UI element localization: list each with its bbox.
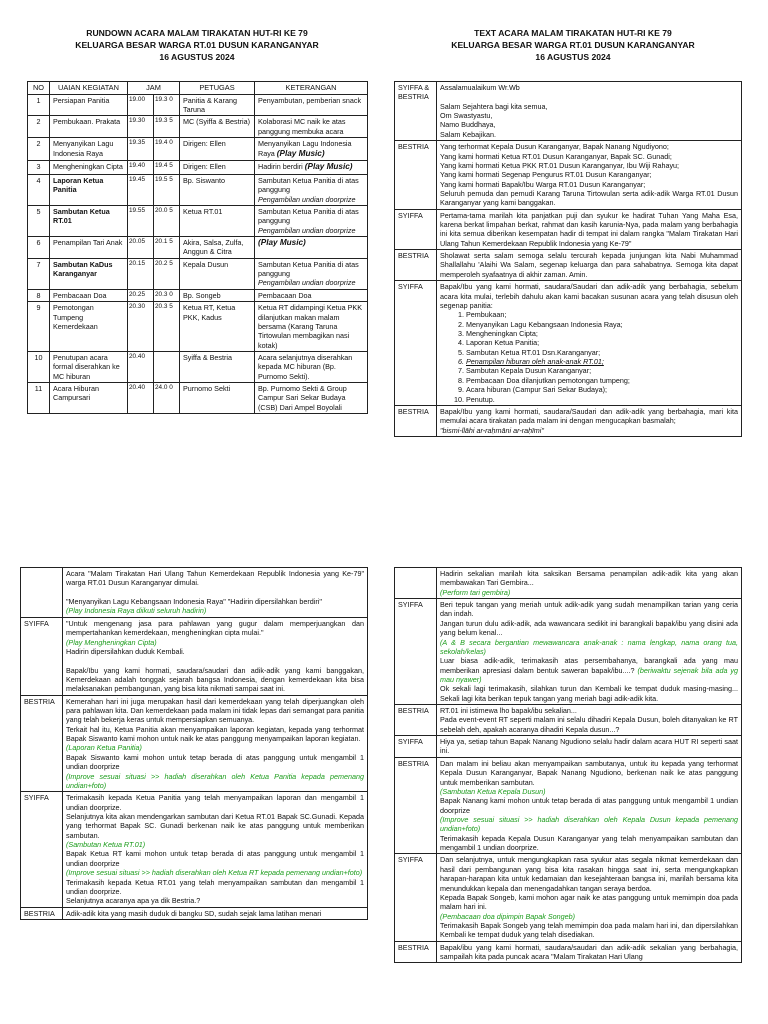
script-paragraph bbox=[440, 706, 738, 715]
stage-direction: (Sambutan Ketua Kepala Dusun) bbox=[440, 786, 546, 796]
script-line: Yang kami hormati Bapak/Ibu Warga RT.01 Dusun Karanganyar; bbox=[440, 179, 646, 189]
rundown-jam-start: 19.30 bbox=[128, 116, 154, 138]
script-sentence: Bapak Ketua RT kami mohon untuk tetap berada di atas panggung untuk mengambil 1 undian doorprize bbox=[66, 849, 364, 868]
rundown-jam-start: 20.30 bbox=[128, 302, 154, 352]
script-sentence: Hadirin dipersilahkan duduk Kembali. bbox=[66, 646, 185, 656]
rundown-jam-end: 24.0 0 bbox=[154, 383, 180, 414]
rundown-row bbox=[28, 94, 368, 116]
speaker-label: SYIFFA bbox=[395, 599, 437, 705]
script-sentence: Bapak Nanang kami mohon untuk tetap berada di atas panggung untuk mengambil 1 undian doorprize bbox=[440, 796, 738, 815]
script-sentence: Kepada Bapak Songeb, kami mohon agar naik ke atas panggung untuk memimpin doa pada malam hari ini. bbox=[440, 892, 738, 912]
text-acara-table-wrap bbox=[394, 81, 742, 437]
rundown-table bbox=[27, 81, 368, 414]
script-paragraph bbox=[66, 909, 364, 918]
script-paragraph: Sholawat serta salam semoga selalu tercurah kepada junjungan kita Nabi Muhammad Shallallahu 'Alaihi Wa Salam, segenap keluarga dan para sahabatnya. Semoga kita dapat memperoleh syafaatnya di akhir zaman. Amin. bbox=[440, 251, 738, 279]
speaker-label: BESTRIA bbox=[21, 695, 63, 792]
rundown-kegiatan: Acara Hiburan Campursari bbox=[50, 383, 128, 414]
rundown-no: 2 bbox=[28, 116, 50, 138]
rundown-keterangan: Bp. Purnomo Sekti & Group Campur Sari Sekar Budaya (CSB) Dari Ampel Boyolali bbox=[258, 384, 347, 412]
rundown-keterangan: Hadirin berdiri bbox=[258, 162, 303, 172]
rundown-no: 4 bbox=[28, 174, 50, 205]
script-text bbox=[437, 854, 742, 941]
rundown-row bbox=[28, 138, 368, 161]
script-sentence: Dan selanjutnya, untuk mengungkapkan rasa syukur atas segala nikmat kemerdekaan dan hasil dari pembangunan yang bisa kita rasakan hingga saat ini, serta mengungkapkan harapan-harapan kita untuk kedamaian dan kesejahteraan bangsa ini, marilah bersama kita menundukkan kepala dan menengadahkan tangan seraya berdoa. bbox=[440, 855, 738, 893]
script-line: Assalamualaikum Wr.Wb bbox=[440, 83, 520, 92]
rundown-row bbox=[28, 116, 368, 138]
script-text bbox=[437, 281, 742, 406]
script-sentence: Hiya ya, setiap tahun Bapak Nanang Ngudiono selalu hadir dalam acara HUT RI seperti saat ini. bbox=[440, 737, 738, 756]
rundown-no: 8 bbox=[28, 289, 50, 301]
rundown-kegiatan: Laporan Ketua Panitia bbox=[50, 174, 128, 205]
script-line: Yang terhormat Kepala Dusun Karanganyar, Bapak Nanang Ngudiyono; bbox=[440, 142, 669, 152]
script-sentence: Kemerahan hari ini juga merupakan hasil dari kemerdekaan yang telah diperjuangkan oleh para pahlawan kita. Dan kemerdekaan pada malam ini tidak lepas dari semangat para panitia yang telah bekerja keras untuk mempersiapkan semuanya. bbox=[66, 696, 364, 725]
script-paragraph bbox=[440, 715, 738, 734]
script-paragraph bbox=[66, 793, 364, 812]
rundown-no: 2 bbox=[28, 138, 50, 161]
stage-direction: (Improve sesuai situasi >> hadiah diserahkan oleh Ketua Panitia kepada pemenang undian+foto) bbox=[66, 771, 364, 790]
script-text bbox=[63, 907, 368, 919]
script-paragraph bbox=[440, 943, 738, 962]
script-paragraph bbox=[66, 666, 364, 694]
rundown-title-line-1: RUNDOWN ACARA MALAM TIRAKATAN HUT-RI KE 79 bbox=[86, 28, 308, 38]
script-text bbox=[437, 757, 742, 854]
rundown-kegiatan: Penampilan Tari Anak bbox=[50, 237, 128, 259]
rundown-jam-start: 19.45 bbox=[128, 174, 154, 205]
stage-direction: (A & B secara bergantian mewawancara anak-anak : nama lengkap, nama orang tua, sekolah/kelas) bbox=[440, 637, 738, 656]
script-line: Om Swastyastu, bbox=[440, 111, 493, 121]
script-sentence: Jangan turun dulu adik-adik, ada wawancara sedikit ini barangkali bapak/ibu yang disini ada yang belum kenal... bbox=[440, 618, 738, 638]
script-row bbox=[395, 281, 742, 406]
script-sentence: Luar biasa adik-adik, terimakasih atas persembahanya, barangkali ada yang mau memberikan apresiasi dalam bentuk saweran bapak/ibu....? bbox=[440, 656, 738, 675]
agenda-item: 7. Sambutan Kepala Dusun Karanganyar; bbox=[466, 366, 738, 375]
page2-right-table bbox=[394, 567, 742, 963]
agenda-item: 8. Pembacaan Doa dilanjutkan pemotongan tumpeng; bbox=[466, 376, 738, 385]
rundown-jam-start: 19.00 bbox=[128, 94, 154, 116]
rundown-keterangan: Acara selanjutnya diserahkan kepada MC hiburan (Bp. Purnomo Sekti). bbox=[258, 352, 353, 381]
script-text bbox=[437, 599, 742, 705]
speaker-label: BESTRIA bbox=[21, 907, 63, 919]
rundown-no: 7 bbox=[28, 258, 50, 289]
speaker-label: SYIFFA & BESTRIA bbox=[395, 82, 437, 141]
agenda-item: 10. Penutup. bbox=[466, 395, 738, 404]
rundown-keterangan-cell bbox=[255, 237, 368, 259]
text-acara-title-line-2: KELUARGA BESAR WARGA RT.01 DUSUN KARANGANYAR bbox=[451, 40, 695, 51]
rundown-jam-start: 19.35 bbox=[128, 138, 154, 161]
script-sentence: Pada event-event RT seperti malam ini selalu dihadiri Kepala Dusun, boleh ditanyakan ke RT sebelah deh, apakah acaranya dihadiri Kepala dusun...? bbox=[440, 715, 738, 734]
rundown-jam-end: 20.0 5 bbox=[154, 205, 180, 236]
script-row bbox=[395, 209, 742, 249]
rundown-no: 9 bbox=[28, 302, 50, 352]
rundown-keterangan-cell bbox=[255, 302, 368, 352]
basmalah-text: "bismi-llāhi ar-raḥmāni ar-raḥīmi" bbox=[440, 425, 544, 435]
rundown-keterangan: Menyanyikan Lagu Indonesia Raya bbox=[258, 139, 352, 158]
script-sentence: Bapak/Ibu yang kami hormati, saudara/saudari dan adik-adik yang kami banggakan, Kemerdekaan adalah tonggak sejarah bangsa Indonesia, dengan kemerdekaan kita bisa melaksanakan pembangunan, yang bisa kita nikmati sampai saat ini. bbox=[66, 665, 364, 694]
speaker-label: BESTRIA bbox=[395, 250, 437, 281]
script-sentence: Acara "Malam Tirakatan Hari Ulang Tahun Kemerdekaan Republik Indonesia yang Ke-79" warga RT.01 Dusun Karanganyar dimulai. bbox=[66, 569, 364, 588]
speaker-label: BESTRIA bbox=[395, 941, 437, 963]
rundown-row bbox=[28, 289, 368, 301]
rundown-kegiatan: Pembacaan Doa bbox=[50, 289, 128, 301]
agenda-item: 1. Pembukaan; bbox=[466, 310, 738, 319]
speaker-label: SYIFFA bbox=[395, 281, 437, 406]
header-keterangan: KETERANGAN bbox=[255, 82, 368, 95]
script-sentence: "Menyanyikan Lagu Kebangsaan Indonesia Raya" "Hadirin dipersilahkan berdiri" bbox=[66, 597, 322, 607]
rundown-body bbox=[28, 94, 368, 413]
speaker-label: BESTRIA bbox=[395, 405, 437, 436]
text-acara-title-line-3: 16 AGUSTUS 2024 bbox=[535, 52, 611, 63]
page2-left-body bbox=[21, 568, 368, 920]
script-paragraph bbox=[66, 619, 364, 638]
script-sentence: Selanjutnya acaranya apa ya dik Bestria.? bbox=[66, 896, 201, 906]
header-kegiatan: UAIAN KEGIATAN bbox=[50, 82, 128, 95]
rundown-keterangan: Ketua RT didampingi Ketua PKK dilanjutkan makan malam bersama (Karang Taruna Tirtowulan membagikan nasi kotak) bbox=[258, 303, 363, 350]
script-sentence: RT.01 ini istimewa lho bapak/ibu sekalian... bbox=[440, 706, 577, 716]
rundown-keterangan-note: Pengambilan undian doorprize bbox=[258, 225, 356, 235]
stage-direction: (Improve sesuai situasi >> hadiah diserahkan oleh Kepala Dusun kepada pemenang undian+foto) bbox=[440, 814, 738, 834]
speaker-label: SYIFFA bbox=[21, 792, 63, 907]
rundown-jam-start: 20.40 bbox=[128, 351, 154, 382]
script-paragraph bbox=[66, 725, 364, 744]
stage-direction: (Pembacaan doa dipimpin Bapak Songeb) bbox=[440, 911, 576, 921]
script-sentence: Hadirin sekalian marilah kita saksikan Bersama penampilan adik-adik kita yang akan membawakan Tari Gembira... bbox=[440, 569, 738, 588]
rundown-keterangan-cell bbox=[255, 174, 368, 205]
stage-direction: (Improve sesuai situasi >> hadiah diserahkan oleh Ketua RT kepada pemenang undian+foto) bbox=[66, 868, 363, 878]
rundown-title bbox=[22, 27, 372, 64]
rundown-keterangan-cell bbox=[255, 289, 368, 301]
script-paragraph: Bapak/Ibu yang kami hormati, saudara/Saudari dan adik-adik yang berbahagia, sebelum acara kita mulai, terlebih dahulu akan kami bacakan susunan acara yang telah disusun oleh segenap panitia: bbox=[440, 282, 738, 310]
speaker-label: SYIFFA bbox=[21, 617, 63, 695]
stage-direction: (Play Indonesia Raya diikuti seluruh hadirin) bbox=[66, 606, 207, 616]
script-line: Salam Sejahtera bagi kita semua, bbox=[440, 101, 548, 111]
speaker-label: SYIFFA bbox=[395, 736, 437, 758]
rundown-keterangan-cell bbox=[255, 383, 368, 414]
rundown-petugas: Ketua RT.01 bbox=[180, 205, 255, 236]
script-sentence: Bapak/ibu yang kami hormati, saudara/saudari dan adik-adik sekalian yang berbahagia, sampailah kita pada puncak acara "Malam Tirakatan Hari Ulang bbox=[440, 942, 738, 962]
rundown-keterangan-cell bbox=[255, 94, 368, 116]
text-acara-title bbox=[398, 27, 748, 64]
rundown-kegiatan: Sambutan Ketua RT.01 bbox=[50, 205, 128, 236]
rundown-petugas: Panitia & Karang Taruna bbox=[180, 94, 255, 116]
rundown-keterangan: Sambutan Ketua Panitia di atas panggung bbox=[258, 259, 359, 279]
rundown-keterangan-cell bbox=[255, 161, 368, 175]
script-row bbox=[21, 792, 368, 907]
header-petugas: PETUGAS bbox=[180, 82, 255, 95]
rundown-keterangan-cell bbox=[255, 116, 368, 138]
rundown-petugas: MC (Syiffa & Bestria) bbox=[180, 116, 255, 138]
script-sentence: Bapak Siswanto kami mohon untuk tetap berada di atas panggung untuk mengambil 1 undian doorprize bbox=[66, 752, 364, 772]
rundown-title-line-2: KELUARGA BESAR WARGA RT.01 DUSUN KARANGANYAR bbox=[75, 40, 319, 51]
script-paragraph bbox=[440, 796, 738, 815]
rundown-jam-end: 19.3 5 bbox=[154, 116, 180, 138]
script-paragraph bbox=[66, 753, 364, 772]
script-paragraph bbox=[66, 896, 364, 905]
rundown-row bbox=[28, 174, 368, 205]
script-text bbox=[437, 141, 742, 210]
script-row bbox=[395, 599, 742, 705]
rundown-petugas: Bp. Songeb bbox=[180, 289, 255, 301]
rundown-no: 6 bbox=[28, 237, 50, 259]
rundown-jam-start: 19.40 bbox=[128, 161, 154, 175]
rundown-keterangan-cell bbox=[255, 138, 368, 161]
rundown-row bbox=[28, 237, 368, 259]
rundown-petugas: Ketua RT, Ketua PKK, Kadus bbox=[180, 302, 255, 352]
script-sentence: Ok sekali lagi terimakasih, silahkan turun dan Kembali ke tempat duduk masing-masing... Sekali lagi kita berikan tepuk tangan yang meriah bagi adik-adik kita. bbox=[440, 684, 738, 703]
script-sentence: "Untuk mengenang jasa para pahlawan yang gugur dalam memperjuangkan dan mempertahankan kemerdekaan, mengheningkan cipta mulai." bbox=[66, 618, 364, 638]
rundown-keterangan-cell bbox=[255, 258, 368, 289]
rundown-petugas: Akira, Salsa, Zulfa, Anggun & Citra bbox=[180, 237, 255, 259]
script-text bbox=[63, 568, 368, 618]
script-paragraph bbox=[66, 569, 364, 588]
script-paragraph bbox=[440, 834, 738, 853]
agenda-item: 5. Sambutan Ketua RT.01 Dsn.Karanganyar; bbox=[466, 348, 738, 357]
script-row bbox=[395, 568, 742, 599]
script-row bbox=[21, 907, 368, 919]
script-paragraph bbox=[440, 600, 738, 619]
script-text bbox=[63, 695, 368, 792]
rundown-petugas: Kepala Dusun bbox=[180, 258, 255, 289]
script-sentence: Dan malam ini beliau akan menyampaikan sambutanya, untuk itu kepada yang terhormat Kepala Dusun Karanganyar, Bapak Nanang Ngudiono, berkenan naik ke atas panggung untuk memberikan sambutan. bbox=[440, 758, 738, 787]
script-line: Seluruh pemuda dan pemudi Karang Taruna Tirtowulan serta adik-adik Warga RT.01 Dusun Karanganyar yang kami banggakan. bbox=[440, 188, 738, 208]
speaker-label bbox=[21, 568, 63, 618]
page2-right-body bbox=[395, 568, 742, 963]
script-text bbox=[437, 568, 742, 599]
speaker-label bbox=[395, 568, 437, 599]
rundown-jam-end: 20.1 5 bbox=[154, 237, 180, 259]
script-text bbox=[437, 209, 742, 249]
speaker-label: SYIFFA bbox=[395, 209, 437, 249]
stage-direction: (Laporan Ketua Panitia) bbox=[66, 743, 142, 753]
script-row bbox=[395, 82, 742, 141]
rundown-jam-end bbox=[154, 351, 180, 382]
rundown-kegiatan: Sambutan KaDus Karanganyar bbox=[50, 258, 128, 289]
header-no: NO bbox=[28, 82, 50, 95]
rundown-jam-start: 20.05 bbox=[128, 237, 154, 259]
script-row bbox=[395, 941, 742, 963]
agenda-item: 3. Mengheningkan Cipta; bbox=[466, 329, 738, 338]
script-sentence: Terimakasih Bapak Songeb yang telah memimpin doa pada malam hari ini, dan dipersilahkan Kembali ke tempat duduk yang telah disediakan. bbox=[440, 920, 738, 940]
script-text bbox=[437, 736, 742, 758]
script-row bbox=[395, 250, 742, 281]
script-sentence: Adik-adik kita yang masih duduk di bangku SD, sudah sejak lama latihan menari bbox=[66, 908, 322, 918]
script-sentence: Terimakasih kepada Ketua Panitia yang telah menyampaikan laporan dan mengambil 1 undian doorprize. bbox=[66, 793, 364, 812]
rundown-jam-start: 20.25 bbox=[128, 289, 154, 301]
rundown-jam-start: 20.15 bbox=[128, 258, 154, 289]
script-paragraph bbox=[66, 697, 364, 725]
rundown-keterangan-cell bbox=[255, 205, 368, 236]
page2-left-table bbox=[20, 567, 368, 920]
script-sentence: Terimakasih kepada Kepala Dusun Karanganyar yang telah menyampaikan sambutan dan mengambil 1 undian doorprize. bbox=[440, 833, 738, 853]
script-paragraph bbox=[440, 855, 738, 892]
script-text bbox=[63, 792, 368, 907]
script-sentence: Terkait hal itu, Ketua Panitia akan menyampaikan laporan kegiatan, kepada yang terhormat Bapak Siswanto kami mohon untuk naik ke atas panggung menyampaikan laporan kegiatan. bbox=[66, 724, 364, 744]
text-acara-title-line-1: TEXT ACARA MALAM TIRAKATAN HUT-RI KE 79 bbox=[474, 28, 672, 38]
rundown-header-row bbox=[28, 82, 368, 95]
rundown-keterangan: Penyambutan, pemberian snack bbox=[258, 95, 362, 105]
rundown-row bbox=[28, 161, 368, 175]
agenda-item: 9. Acara hiburan (Campur Sari Sekar Budaya); bbox=[466, 385, 738, 394]
script-paragraph bbox=[440, 921, 738, 940]
rundown-no: 3 bbox=[28, 161, 50, 175]
script-paragraph bbox=[440, 737, 738, 756]
script-row bbox=[21, 568, 368, 618]
script-sentence: Terimakasih kepada Ketua RT.01 yang telah menyampaikan sambutan dan mengambil 1 undian doorprize. bbox=[66, 877, 364, 896]
page2-right-wrap bbox=[394, 567, 742, 1024]
rundown-jam-end: 19.4 0 bbox=[154, 138, 180, 161]
script-sentence: Beri tepuk tangan yang meriah untuk adik-adik yang sudah menampilkan tarian yang ceria dan indah. bbox=[440, 600, 738, 619]
rundown-jam-end: 20.3 5 bbox=[154, 302, 180, 352]
stage-direction-inline: (beriwaktu sejenak bila ada yg mau nyawer) bbox=[440, 665, 738, 684]
script-row bbox=[395, 757, 742, 854]
rundown-kegiatan: Penutupan acara formal diserahkan ke MC hiburan bbox=[50, 351, 128, 382]
speaker-label: SYIFFA bbox=[395, 854, 437, 941]
rundown-jam-end: 19.4 5 bbox=[154, 161, 180, 175]
script-line bbox=[440, 92, 738, 101]
rundown-jam-end: 20.2 5 bbox=[154, 258, 180, 289]
script-text bbox=[437, 941, 742, 963]
speaker-label: BESTRIA bbox=[395, 141, 437, 210]
text-acara-table bbox=[394, 81, 742, 437]
script-paragraph bbox=[66, 588, 364, 597]
agenda-item: 2. Menyanyikan Lagu Kebangsaan Indonesia Raya; bbox=[466, 320, 738, 329]
rundown-petugas: Bp. Siswanto bbox=[180, 174, 255, 205]
script-paragraph bbox=[440, 684, 738, 703]
rundown-kegiatan: Pemotongan Tumpeng Kemerdekaan bbox=[50, 302, 128, 352]
rundown-keterangan-note: (Play Music) bbox=[276, 148, 325, 158]
script-text bbox=[437, 705, 742, 736]
script-paragraph bbox=[66, 647, 364, 656]
script-row bbox=[395, 405, 742, 436]
speaker-label: BESTRIA bbox=[395, 757, 437, 854]
script-paragraph: Bapak/Ibu yang kami hormati, saudara/Saudari dan adik-adik yang berbahagia, mari kita memulai acara tirakatan pada malam ini dengan mengucapkan basmalah; bbox=[440, 406, 738, 426]
script-row bbox=[21, 695, 368, 792]
script-paragraph bbox=[66, 849, 364, 868]
script-paragraph: Pertama-tama marilah kita panjatkan puji dan syukur ke hadirat Tuhan Yang Maha Esa, karena berkat limpahan berkat, rahmat dan kasih karunia-Nya, pada malam yang berbahagia ini kita semua diberikan kesempatan hadir di tempat ini dalam rangka "Malam Tirakatan Hari Ulang Tahun Kemerdekaan Republik Indonesia yang Ke-79" bbox=[440, 210, 738, 248]
rundown-keterangan: Kolaborasi MC naik ke atas panggung membuka acara bbox=[258, 117, 346, 136]
script-row bbox=[21, 617, 368, 695]
script-text bbox=[437, 82, 742, 141]
script-line: Yang kami hormati Ketua PKK RT.01 Dusun Karanganyar, Ibu Wiji Rahayu; bbox=[440, 160, 680, 170]
rundown-jam-start: 20.40 bbox=[128, 383, 154, 414]
rundown-jam-end: 20.3 0 bbox=[154, 289, 180, 301]
rundown-table-wrap bbox=[27, 81, 367, 414]
stage-direction: (Play Mengheningkan Cipta) bbox=[66, 637, 157, 647]
script-text bbox=[437, 405, 742, 436]
stage-direction: (Perform tari gembira) bbox=[440, 587, 511, 597]
rundown-no: 5 bbox=[28, 205, 50, 236]
rundown-keterangan: Sambutan Ketua Panitia di atas panggung bbox=[258, 175, 359, 195]
rundown-petugas: Dirigen: Ellen bbox=[180, 138, 255, 161]
rundown-petugas: Syiffa & Bestria bbox=[180, 351, 255, 382]
script-paragraph bbox=[66, 597, 364, 606]
stage-direction: (Sambutan Ketua RT.01) bbox=[66, 840, 146, 850]
rundown-petugas: Dirigen: Ellen bbox=[180, 161, 255, 175]
rundown-jam-start: 19.55 bbox=[128, 205, 154, 236]
script-line: Yang kami hormati Segenap Pengurus RT.01 Dusun Karanganyar; bbox=[440, 170, 652, 180]
text-acara-body bbox=[395, 82, 742, 437]
rundown-jam-end: 19.5 5 bbox=[154, 174, 180, 205]
script-paragraph bbox=[440, 893, 738, 912]
script-row bbox=[395, 736, 742, 758]
rundown-petugas: Purnomo Sekti bbox=[180, 383, 255, 414]
rundown-no: 10 bbox=[28, 351, 50, 382]
rundown-title-line-3: 16 AGUSTUS 2024 bbox=[159, 52, 235, 63]
script-paragraph bbox=[440, 619, 738, 638]
agenda-list bbox=[440, 310, 738, 404]
rundown-kegiatan: Mengheningkan Cipta bbox=[50, 161, 128, 175]
speaker-label: BESTRIA bbox=[395, 705, 437, 736]
script-line: Salam Kebajikan. bbox=[440, 129, 496, 139]
script-paragraph bbox=[440, 759, 738, 787]
rundown-keterangan: Sambutan Ketua Panitia di atas panggung bbox=[258, 206, 359, 226]
script-text bbox=[63, 617, 368, 695]
script-sentence: Selanjutnya kita akan mendengarkan sambutan dari Ketua RT.01 Bapak SC.Gunadi. Kepada yang terhormat Bapak SC. Gunadi berkenan naik ke atas panggung untuk memberikan sambutan. bbox=[66, 811, 364, 840]
script-paragraph bbox=[440, 656, 738, 684]
script-paragraph bbox=[440, 569, 738, 588]
rundown-keterangan-note: Pengambilan undian doorprize bbox=[258, 194, 356, 204]
script-text bbox=[437, 250, 742, 281]
script-line: Namo Buddhaya, bbox=[440, 120, 496, 130]
script-row bbox=[395, 141, 742, 210]
rundown-kegiatan: Persiapan Panitia bbox=[50, 94, 128, 116]
script-paragraph bbox=[66, 656, 364, 665]
script-row bbox=[395, 705, 742, 736]
rundown-no: 11 bbox=[28, 383, 50, 414]
rundown-keterangan-note: (Play Music) bbox=[304, 162, 353, 172]
rundown-row bbox=[28, 302, 368, 352]
page2-left-wrap bbox=[20, 567, 368, 1024]
rundown-no: 1 bbox=[28, 94, 50, 116]
rundown-jam-end: 19.3 0 bbox=[154, 94, 180, 116]
rundown-row bbox=[28, 258, 368, 289]
script-paragraph bbox=[66, 812, 364, 840]
rundown-keterangan-note: Pengambilan undian doorprize bbox=[258, 278, 356, 288]
rundown-keterangan-cell bbox=[255, 351, 368, 382]
rundown-row bbox=[28, 383, 368, 414]
agenda-item: 6. Penampilan hiburan oleh anak-anak RT.01; bbox=[466, 357, 738, 366]
rundown-row bbox=[28, 205, 368, 236]
rundown-kegiatan: Menyanyikan Lagu Indonesia Raya bbox=[50, 138, 128, 161]
rundown-keterangan: Pembacaan Doa bbox=[258, 290, 312, 300]
agenda-item: 4. Laporan Ketua Panitia; bbox=[466, 338, 738, 347]
rundown-row bbox=[28, 351, 368, 382]
rundown-kegiatan: Pembukaan. Prakata bbox=[50, 116, 128, 138]
rundown-keterangan-note: (Play Music) bbox=[258, 238, 306, 248]
script-row bbox=[395, 854, 742, 941]
header-jam: JAM bbox=[128, 82, 180, 95]
script-paragraph bbox=[66, 878, 364, 897]
script-line: Yang kami hormati Ketua RT.01 Dusun Karanganyar, Bapak SC. Gunadi; bbox=[440, 151, 672, 161]
